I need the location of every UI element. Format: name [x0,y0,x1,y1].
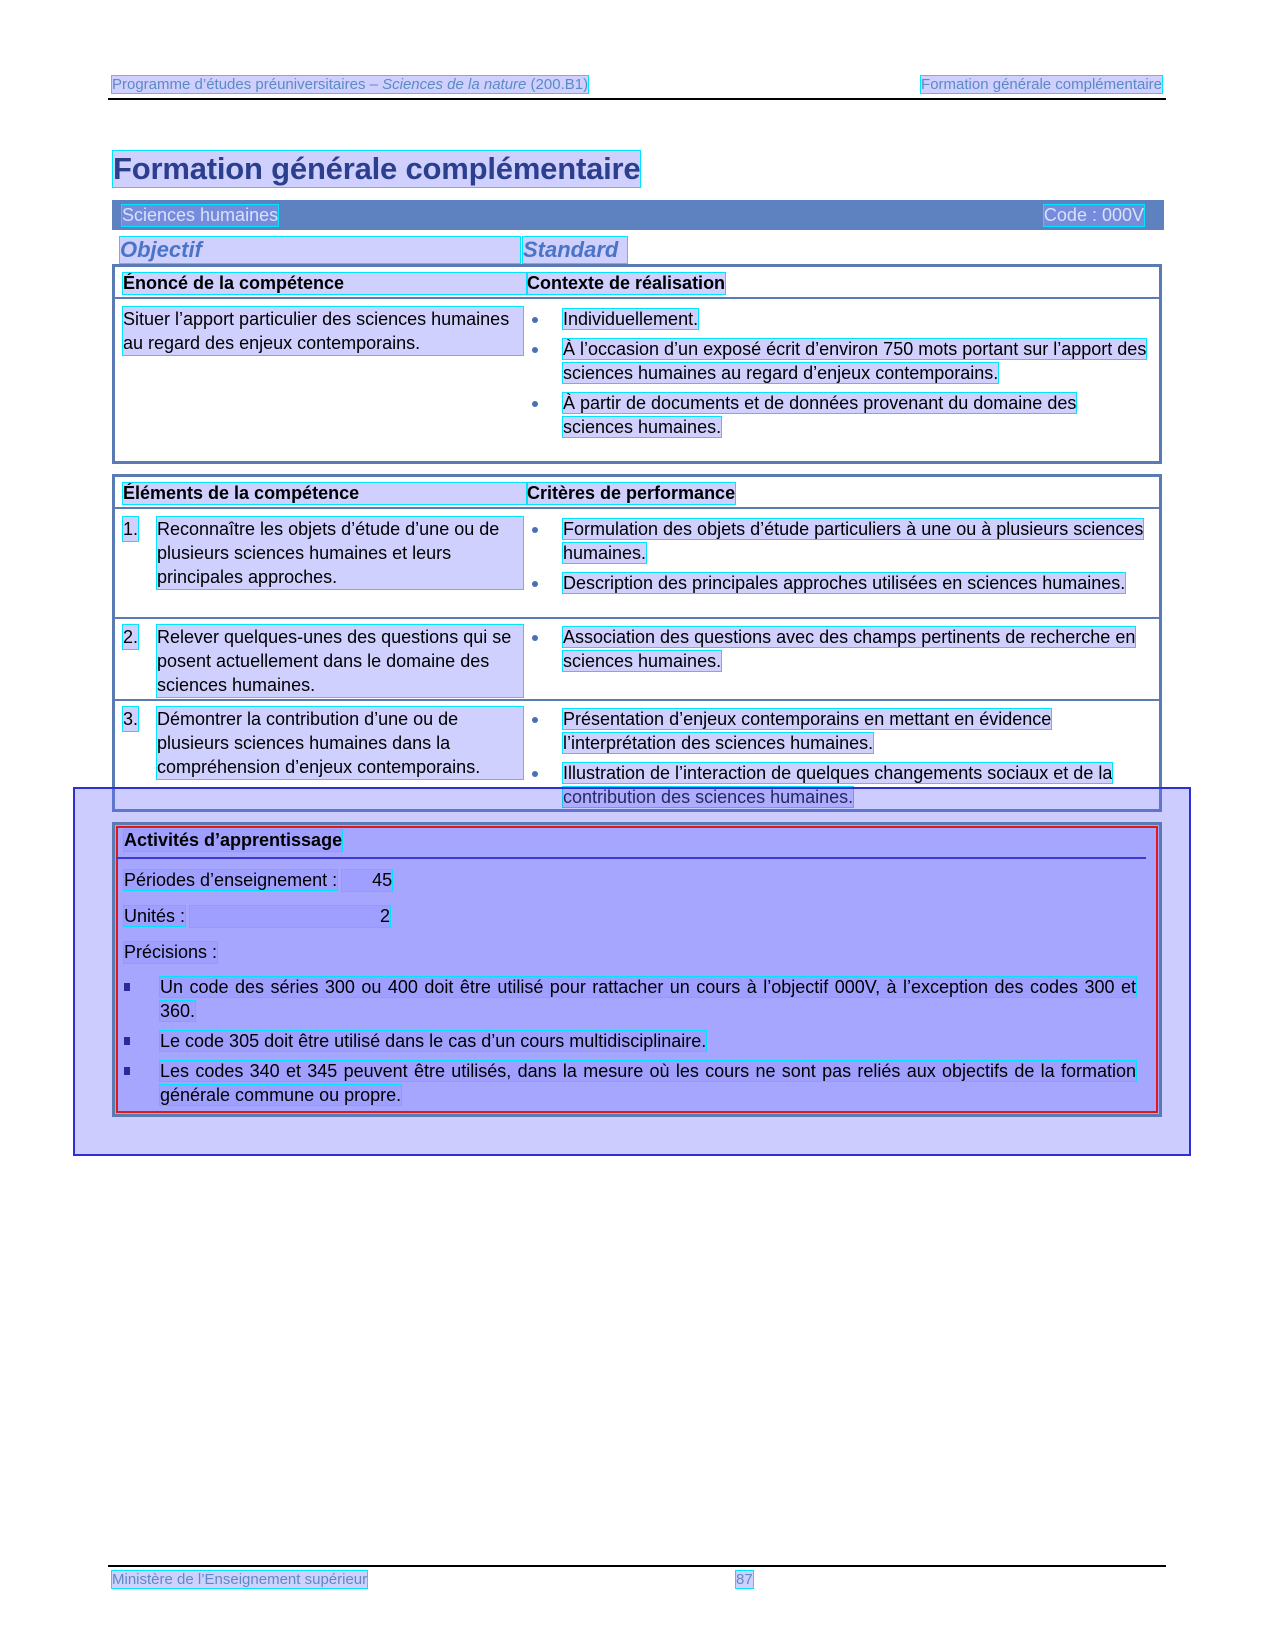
page-footer [108,1565,1166,1588]
element-row-1: 1. Reconnaître les objets d’étude d’une ou de plusieurs sciences humaines et leurs principales approches. [123,517,523,589]
row-divider [115,699,1159,701]
domain-label: Sciences humaines [122,205,279,225]
row-divider [115,617,1159,619]
list-item: À partir de documents et de données provenant du domaine des sciences humaines. [527,391,1147,439]
list-item: À l’occasion d’un exposé écrit d’environ 750 mots portant sur l’apport des sciences humaines au regard d’enjeux contemporains. [527,337,1147,385]
enonce-text: Situer l’apport particulier des sciences humaines au regard des enjeux contemporains. [123,307,523,355]
unites-value: 2 [190,906,390,927]
list-item: Présentation d’enjeux contemporains en mettant en évidence l’interprétation des sciences humaines. [527,707,1147,755]
list-item: Un code des séries 300 ou 400 doit être utilisé pour rattacher un cours à l’objectif 000V, à l’exception des codes 300 et 360. [122,975,1136,1023]
element-text: Reconnaître les objets d’étude d’une ou de plusieurs sciences humaines et leurs principales approches. [157,517,523,589]
periodes-label: Périodes d’enseignement : [124,870,338,890]
element-row-3: 3. Démontrer la contribution d’une ou de plusieurs sciences humaines dans la compréhension d’enjeux contemporains. [123,707,523,779]
elements-header-row [115,477,1159,509]
element-text: Démontrer la contribution d’une ou de plusieurs sciences humaines dans la compréhension d’enjeux contemporains. [157,707,523,779]
domain-band [112,200,1164,230]
activites-divider [116,857,1146,859]
element-text: Relever quelques-unes des questions qui se posent actuellement dans le domaine des sciences humaines. [157,625,523,697]
element-row-2: 2. Relever quelques-unes des questions qui se posent actuellement dans le domaine des sciences humaines. [123,625,523,697]
ministry-label: Ministère de l’Enseignement supérieur [112,1571,368,1588]
page-number: 87 [736,1571,753,1588]
criteres-list-1 [527,517,1147,601]
enonce-label: Énoncé de la compétence [123,273,527,294]
code-label: Code : 000V [1043,205,1144,225]
list-item: Formulation des objets d’étude particuliers à une ou à plusieurs sciences humaines. [527,517,1147,565]
page-title: Formation générale complémentaire [113,151,641,186]
contexte-list [527,307,1147,445]
page-header [108,74,1166,100]
unites-row [124,906,390,927]
program-label: Programme d’études préuniversitaires – Sciences de la nature (200.B1) [112,76,589,93]
periodes-row [124,870,392,891]
activites-title: Activités d’apprentissage [124,830,343,850]
list-item: Les codes 340 et 345 peuvent être utilisés, dans la mesure où les cours ne sont pas reliés aux objectifs de la formation générale commune ou propre. [122,1059,1136,1107]
competence-table [112,264,1162,464]
objectif-heading: Objectif [120,237,520,263]
contexte-label: Contexte de réalisation [527,273,726,293]
section-label: Formation générale complémentaire [921,76,1162,93]
elements-label: Éléments de la compétence [123,483,527,504]
elements-table [112,474,1162,812]
criteres-label: Critères de performance [527,483,736,503]
unites-label: Unités : [124,906,186,926]
list-item: Illustration de l’interaction de quelques changements sociaux et de la contribution des sciences humaines. [527,761,1147,809]
criteres-list-2 [527,625,1147,679]
list-item: Association des questions avec des champs pertinents de recherche en sciences humaines. [527,625,1147,673]
standard-heading: Standard [523,237,627,263]
list-item: Le code 305 doit être utilisé dans le cas d’un cours multidisciplinaire. [122,1029,1136,1053]
competence-header-row [115,267,1159,299]
precisions-list [122,975,1136,1113]
list-item: Individuellement. [527,307,1147,331]
precisions-label: Précisions : [124,942,218,962]
list-item: Description des principales approches utilisées en sciences humaines. [527,571,1147,595]
periodes-value: 45 [342,870,392,891]
